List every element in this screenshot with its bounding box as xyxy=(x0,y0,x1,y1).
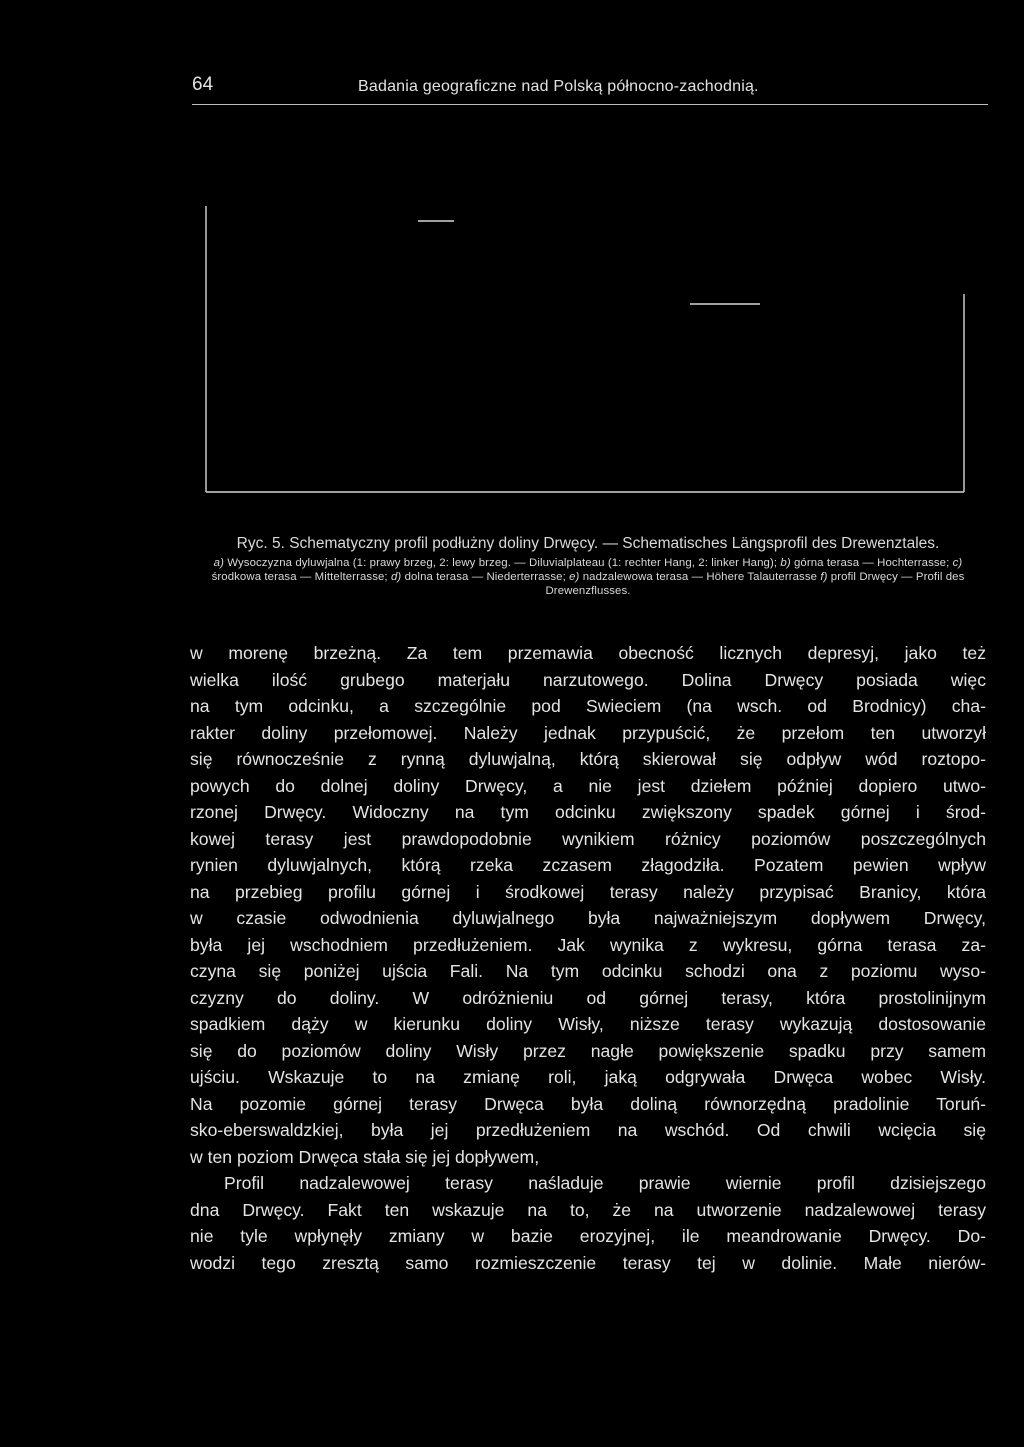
running-head: Badania geograficzne nad Polską północno-zachodnią. xyxy=(358,78,759,95)
text-line: wielka ilość grubego materjału narzutowego. Dolina Drwęcy posiada więc xyxy=(190,669,986,690)
legend-text-f: profil Drwęcy — Profil des Drewenzflusses. xyxy=(545,571,965,597)
legend-text-b: górna terasa — Hochterrasse; xyxy=(793,557,950,569)
figure-caption xyxy=(190,535,986,598)
text-line: w ten poziom Drwęca stała się jej dopływem, xyxy=(190,1146,540,1167)
text-line: spadkiem dąży w kierunku doliny Wisły, niższe terasy wykazują dostosowanie xyxy=(190,1014,986,1034)
legend-key-c: c) xyxy=(952,557,963,569)
text-line: nie tyle wpłynęły zmiany w bazie erozyjnej, ile meandrowanie Drwęcy. Do- xyxy=(190,1226,986,1246)
body-text xyxy=(190,640,986,1276)
legend-text-e: nadzalewowa terasa — Höhere Talauterrasse xyxy=(582,571,818,583)
legend-key-f: f) xyxy=(820,571,828,583)
profile-figure xyxy=(192,196,982,506)
legend-text-c: środkowa terasa — Mittelterrasse; xyxy=(211,571,388,583)
page-number: 64 xyxy=(192,74,214,95)
legend-key-b: b) xyxy=(780,557,791,569)
text-line: rakter doliny przełomowej. Należy jednak przypuścić, że przełom ten utworzył xyxy=(190,722,986,743)
text-line: rynien dyluwjalnych, którą rzeka zczasem złagodziła. Pozatem pewien wpływ xyxy=(190,855,986,875)
text-line: na przebieg profilu górnej i środkowej terasy należy przypisać Branicy, która xyxy=(190,881,986,902)
text-line: wodzi tego zresztą samo rozmieszczenie terasy tej w dolinie. Małe nierów- xyxy=(190,1252,986,1273)
text-line: się równocześnie z rynną dyluwjalną, którą skierował się odpływ wód roztopo- xyxy=(190,749,986,769)
text-line: na tym odcinku, a szczególnie pod Swieciem (na wsch. od Brodnicy) cha- xyxy=(190,696,986,716)
text-line: w morenę brzeżną. Za tem przemawia obecność licznych depresyj, jako też xyxy=(190,643,986,663)
legend-key-e: e) xyxy=(569,571,580,583)
text-line: Profil nadzalewowej terasy naśladuje prawie wiernie profil dzisiejszego xyxy=(224,1173,986,1193)
page-header xyxy=(192,74,988,105)
legend-key-a: a) xyxy=(213,557,224,569)
caption-legend xyxy=(190,556,986,598)
text-line: się do poziomów doliny Wisły przez nagłe powiększenie spadku przy samem xyxy=(190,1040,986,1061)
text-line: czyzny do doliny. W odróżnieniu od górnej terasy, która prostolinijnym xyxy=(190,987,986,1008)
text-line: dna Drwęcy. Fakt ten wskazuje na to, że na utworzenie nadzalewowej terasy xyxy=(190,1199,986,1220)
text-line: ujściu. Wskazuje to na zmianę roli, jaką odgrywała Drwęca wobec Wisły. xyxy=(190,1067,986,1087)
text-line: czyna się poniżej ujścia Fali. Na tym odcinku schodzi ona z poziomu wyso- xyxy=(190,961,986,981)
text-line: w czasie odwodnienia dyluwjalnego była najważniejszym dopływem Drwęcy, xyxy=(190,908,986,928)
text-line: kowej terasy jest prawdopodobnie wynikiem różnicy poziomów poszczególnych xyxy=(190,828,986,849)
text-line: sko-eberswaldzkiej, była jej przedłużeniem na wschód. Od chwili wcięcia się xyxy=(190,1120,986,1140)
legend-text-a: Wysoczyzna dyluwjalna (1: prawy brzeg, 2: lewy brzeg. — Diluvialplateau (1: rechter Hang, 2: linker Hang); xyxy=(227,557,778,569)
caption-title: Ryc. 5. Schematyczny profil podłużny doliny Drwęcy. — Schematisches Längsprofil des Drewenztales. xyxy=(236,535,940,552)
legend-text-d: dolna terasa — Niederterrasse; xyxy=(404,571,566,583)
text-line: była jej wschodniem przedłużeniem. Jak wynika z wykresu, górna terasa za- xyxy=(190,934,986,955)
text-line: powych do dolnej doliny Drwęcy, a nie jest dziełem później dopiero utwo- xyxy=(190,775,986,796)
text-line: Na pozomie górnej terasy Drwęca była doliną równorzędną pradolinie Toruń- xyxy=(190,1093,986,1114)
legend-key-d: d) xyxy=(390,571,402,583)
text-line: rzonej Drwęcy. Widoczny na tym odcinku zwiększony spadek górnej i środ- xyxy=(190,802,986,822)
profile-diagram xyxy=(192,196,982,506)
